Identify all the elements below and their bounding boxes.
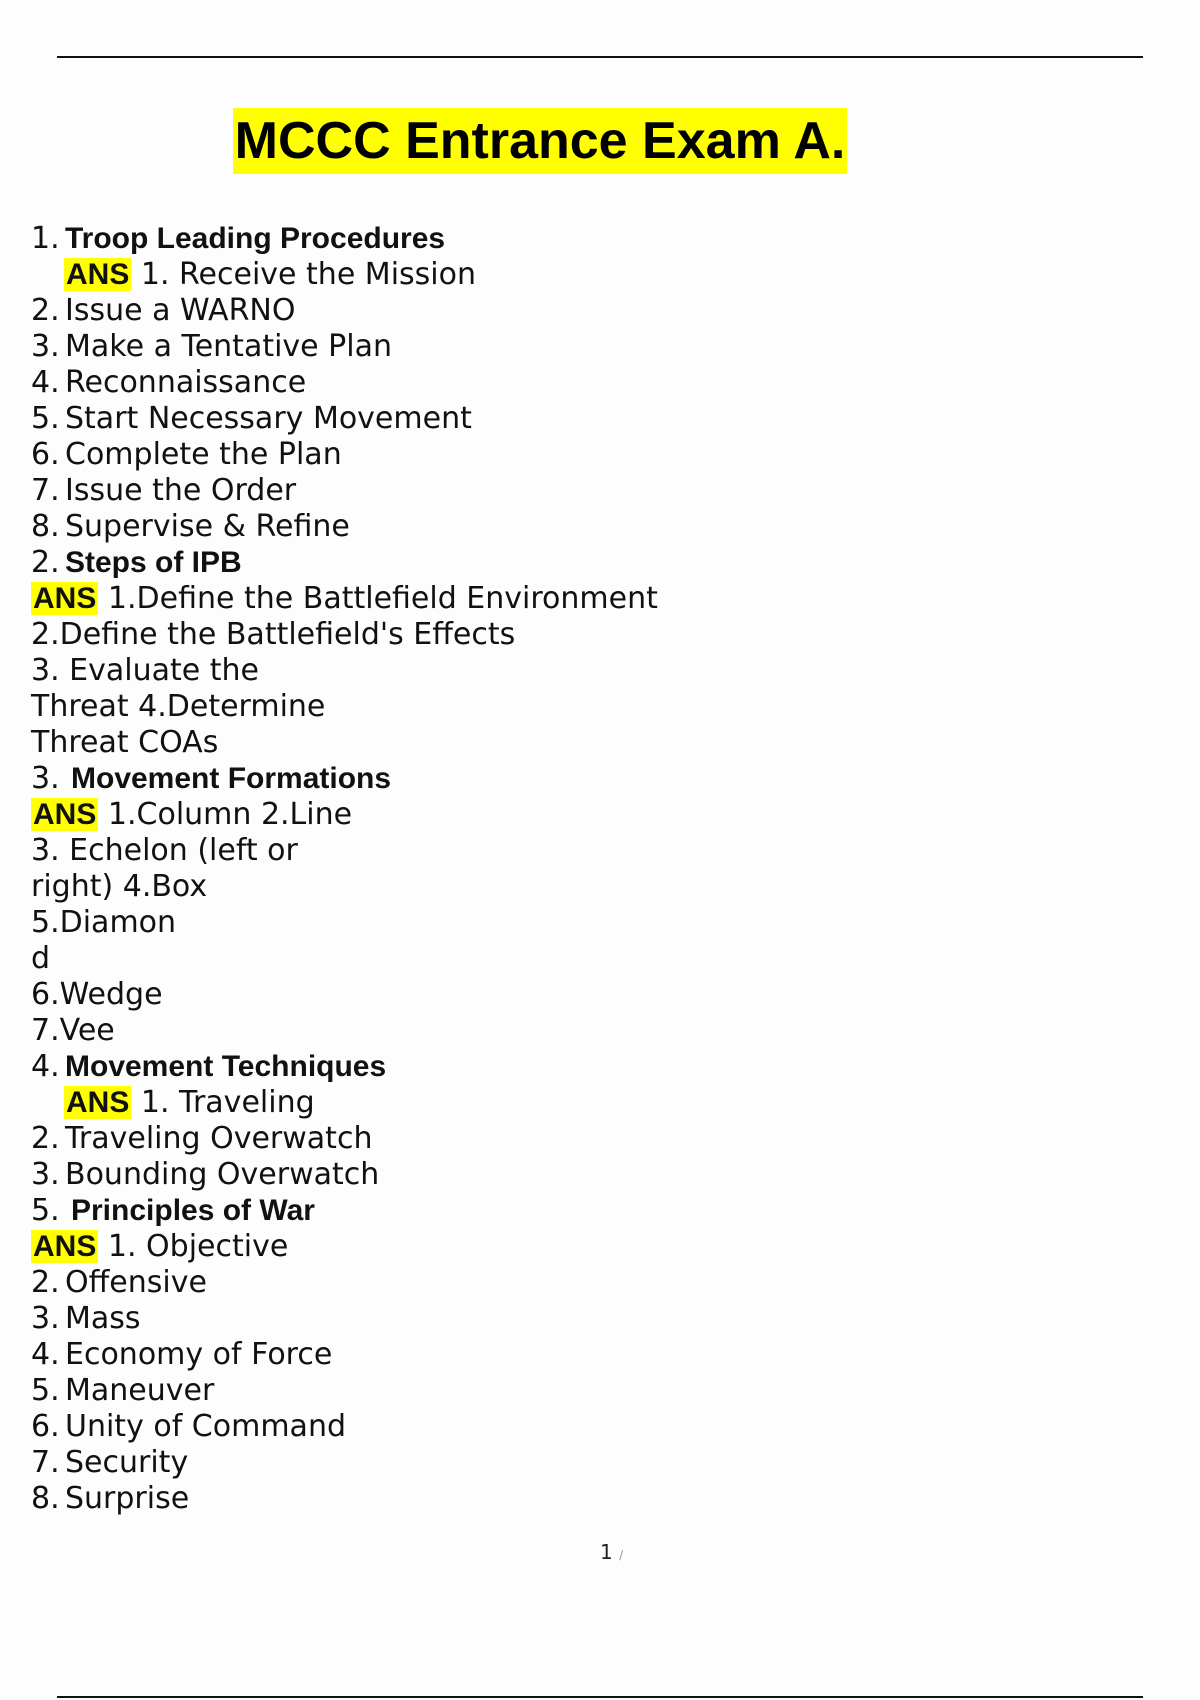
text-line: [31, 1374, 214, 1408]
item-text: Traveling Overwatch: [65, 1121, 373, 1156]
text-line: [31, 1446, 188, 1480]
item-number: 1.: [31, 221, 60, 256]
ans-label: ANS: [33, 1230, 97, 1263]
top-rule: [57, 56, 1143, 58]
answer-text: 1.Define the Battlefield Environment: [107, 581, 658, 616]
text-line: [31, 330, 392, 364]
item-number: 8.: [31, 1481, 60, 1516]
document-title: MCCC Entrance Exam A.: [233, 108, 848, 174]
page-number-suffix: /: [619, 1548, 624, 1562]
item-number: 3.: [31, 329, 60, 364]
item-number: 6.: [31, 1409, 60, 1444]
item-number: 2.: [31, 293, 60, 328]
item-text: Maneuver: [65, 1373, 215, 1408]
text-line: [31, 582, 658, 616]
text-line: [31, 402, 472, 436]
text-line: [31, 1122, 372, 1156]
question-text: Principles of War: [71, 1194, 315, 1227]
text-line: 5.Diamon: [31, 905, 177, 940]
item-text: Surprise: [65, 1481, 190, 1516]
text-line: [31, 1302, 141, 1336]
text-line: [64, 258, 476, 292]
text-line: [31, 1194, 315, 1228]
text-line: [31, 474, 296, 508]
item-number: 4.: [31, 1049, 60, 1084]
page-number-value: 1: [600, 1540, 613, 1564]
text-line: [31, 1338, 332, 1372]
text-line: 2.Define the Battlefield's Effects: [31, 617, 516, 652]
item-number: 4.: [31, 365, 60, 400]
answer-text: 1.Column 2.Line: [107, 797, 353, 832]
text-line: d: [31, 941, 51, 976]
text-line: [31, 1266, 207, 1300]
text-line: [31, 546, 242, 580]
text-line: 7.Vee: [31, 1013, 115, 1048]
text-line: [31, 294, 295, 328]
ans-label: ANS: [66, 258, 130, 291]
answer-text: 1. Receive the Mission: [140, 257, 476, 292]
item-text: Security: [65, 1445, 189, 1480]
text-line: [31, 762, 391, 796]
item-text: Economy of Force: [65, 1337, 333, 1372]
item-text: Bounding Overwatch: [65, 1157, 380, 1192]
title-wrap: [0, 108, 1200, 174]
text-line: [31, 222, 445, 256]
question-text: Movement Techniques: [65, 1050, 387, 1083]
item-text: Unity of Command: [65, 1409, 347, 1444]
text-line: 3. Evaluate the: [31, 653, 259, 688]
item-text: Start Necessary Movement: [65, 401, 472, 436]
item-number: 3.: [31, 761, 60, 796]
question-text: Movement Formations: [71, 762, 392, 795]
answer-text: 1. Traveling: [140, 1085, 315, 1120]
question-text: Troop Leading Procedures: [65, 222, 446, 255]
text-line: Threat COAs: [31, 725, 219, 760]
item-text: Supervise & Refine: [65, 509, 350, 544]
text-line: 6.Wedge: [31, 977, 163, 1012]
text-line: [64, 1086, 315, 1120]
item-text: Make a Tentative Plan: [65, 329, 392, 364]
item-text: Mass: [65, 1301, 141, 1336]
item-number: 2.: [31, 545, 60, 580]
bottom-rule: [57, 1696, 1143, 1698]
item-number: 6.: [31, 437, 60, 472]
text-line: 3. Echelon (left or: [31, 833, 298, 868]
item-text: Reconnaissance: [65, 365, 307, 400]
text-line: [31, 1230, 288, 1264]
ans-label: ANS: [66, 1086, 130, 1119]
item-text: Issue the Order: [65, 473, 297, 508]
item-number: 7.: [31, 1445, 60, 1480]
text-line: Threat 4.Determine: [31, 689, 326, 724]
item-number: 5.: [31, 1373, 60, 1408]
question-text: Steps of IPB: [65, 546, 242, 579]
item-number: 3.: [31, 1301, 60, 1336]
item-number: 7.: [31, 473, 60, 508]
item-number: 5.: [31, 401, 60, 436]
text-line: [31, 798, 352, 832]
ans-label: ANS: [33, 582, 97, 615]
text-line: [31, 1158, 379, 1192]
item-number: 8.: [31, 509, 60, 544]
item-number: 5.: [31, 1193, 60, 1228]
item-text: Offensive: [65, 1265, 207, 1300]
ans-label: ANS: [33, 798, 97, 831]
item-number: 4.: [31, 1337, 60, 1372]
text-line: [31, 1410, 346, 1444]
item-number: 3.: [31, 1157, 60, 1192]
text-line: [31, 510, 350, 544]
answer-text: 1. Objective: [107, 1229, 289, 1264]
item-number: 2.: [31, 1121, 60, 1156]
text-line: [31, 366, 306, 400]
item-number: 2.: [31, 1265, 60, 1300]
text-line: right) 4.Box: [31, 869, 208, 904]
item-text: Complete the Plan: [65, 437, 342, 472]
text-line: [31, 1482, 189, 1516]
text-line: [31, 1050, 386, 1084]
item-text: Issue a WARNO: [65, 293, 296, 328]
text-line: [31, 438, 342, 472]
page-number: [600, 1540, 623, 1564]
